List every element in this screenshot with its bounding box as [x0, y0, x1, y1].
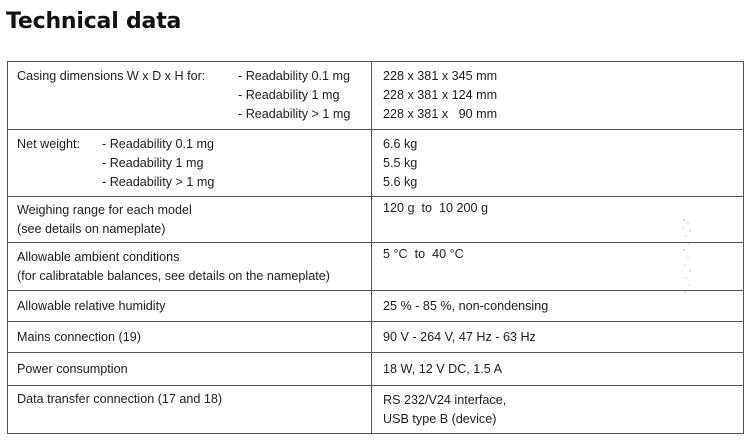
ambient-conditions-label: Allowable ambient conditions	[17, 249, 180, 264]
casing-dimensions-values-cell	[372, 62, 744, 130]
net-weight-layout	[17, 135, 214, 192]
weighing-range-label: Weighing range for each model	[17, 202, 192, 217]
table-row-ambient-conditions	[8, 243, 744, 291]
net-weight-readability-1-mg: - Readability 1 mg	[102, 155, 204, 170]
table-row-data-transfer	[8, 386, 744, 434]
casing-dimensions-label: Casing dimensions W x D x H for:	[17, 69, 206, 83]
table-row-weighing-range	[8, 197, 744, 243]
weighing-range-value-cell	[372, 197, 744, 243]
mains-connection-value: 90 V - 264 V, 47 Hz - 63 Hz	[372, 322, 744, 353]
mains-connection-label: Mains connection (19)	[8, 322, 372, 353]
ambient-conditions-note: (for calibratable balances, see details on the nameplate)	[17, 268, 330, 283]
technical-data-table	[7, 61, 744, 434]
data-transfer-value-cell	[372, 386, 744, 434]
net-weight-label: Net weight:	[17, 136, 80, 151]
power-consumption-label: Power consumption	[8, 353, 372, 386]
casing-dimensions-value-0-1-mg: 228 x 381 x 345 mm	[383, 69, 498, 83]
net-weight-value-gt-1-mg: 5.6 kg	[383, 174, 418, 189]
table-row-mains-connection	[8, 322, 744, 353]
ambient-conditions-value-cell	[372, 243, 744, 291]
casing-dimensions-value-1-mg: 228 x 381 x 124 mm	[383, 88, 498, 102]
casing-dimensions-layout	[17, 67, 350, 124]
net-weight-value-0-1-mg: 6.6 kg	[383, 136, 418, 151]
casing-dimensions-value-gt-1-mg: 228 x 381 x 90 mm	[383, 107, 498, 121]
casing-readability-1-mg: - Readability 1 mg	[238, 88, 340, 102]
page-title: Technical data	[6, 9, 182, 34]
net-weight-readability-0-1-mg: - Readability 0.1 mg	[102, 136, 214, 151]
weighing-range-label-cell	[8, 197, 372, 243]
casing-readability-gt-1-mg: - Readability > 1 mg	[238, 107, 351, 121]
table-row-net-weight	[8, 130, 744, 197]
weighing-range-value: 120 g to 10 200 g	[383, 201, 489, 215]
relative-humidity-label: Allowable relative humidity	[8, 291, 372, 322]
weighing-range-note: (see details on nameplate)	[17, 221, 166, 236]
net-weight-values-cell	[372, 130, 744, 197]
casing-dimensions-label-cell	[8, 62, 372, 130]
relative-humidity-value: 25 % - 85 %, non-condensing	[372, 291, 744, 322]
data-transfer-label: Data transfer connection (17 and 18)	[8, 386, 372, 434]
net-weight-value-1-mg: 5.5 kg	[383, 155, 418, 170]
table-row-relative-humidity	[8, 291, 744, 322]
ambient-conditions-value: 5 °C to 40 °C	[383, 247, 464, 261]
ambient-conditions-label-cell	[8, 243, 372, 291]
net-weight-readability-gt-1-mg: - Readability > 1 mg	[102, 174, 215, 189]
casing-readability-0-1-mg: - Readability 0.1 mg	[238, 69, 350, 83]
net-weight-label-cell	[8, 130, 372, 197]
data-transfer-value-interface: RS 232/V24 interface,	[383, 392, 507, 407]
table-row-power-consumption	[8, 353, 744, 386]
power-consumption-value: 18 W, 12 V DC, 1.5 A	[372, 353, 744, 386]
table-row-casing-dimensions	[8, 62, 744, 130]
data-transfer-value-usb: USB type B (device)	[383, 411, 497, 426]
